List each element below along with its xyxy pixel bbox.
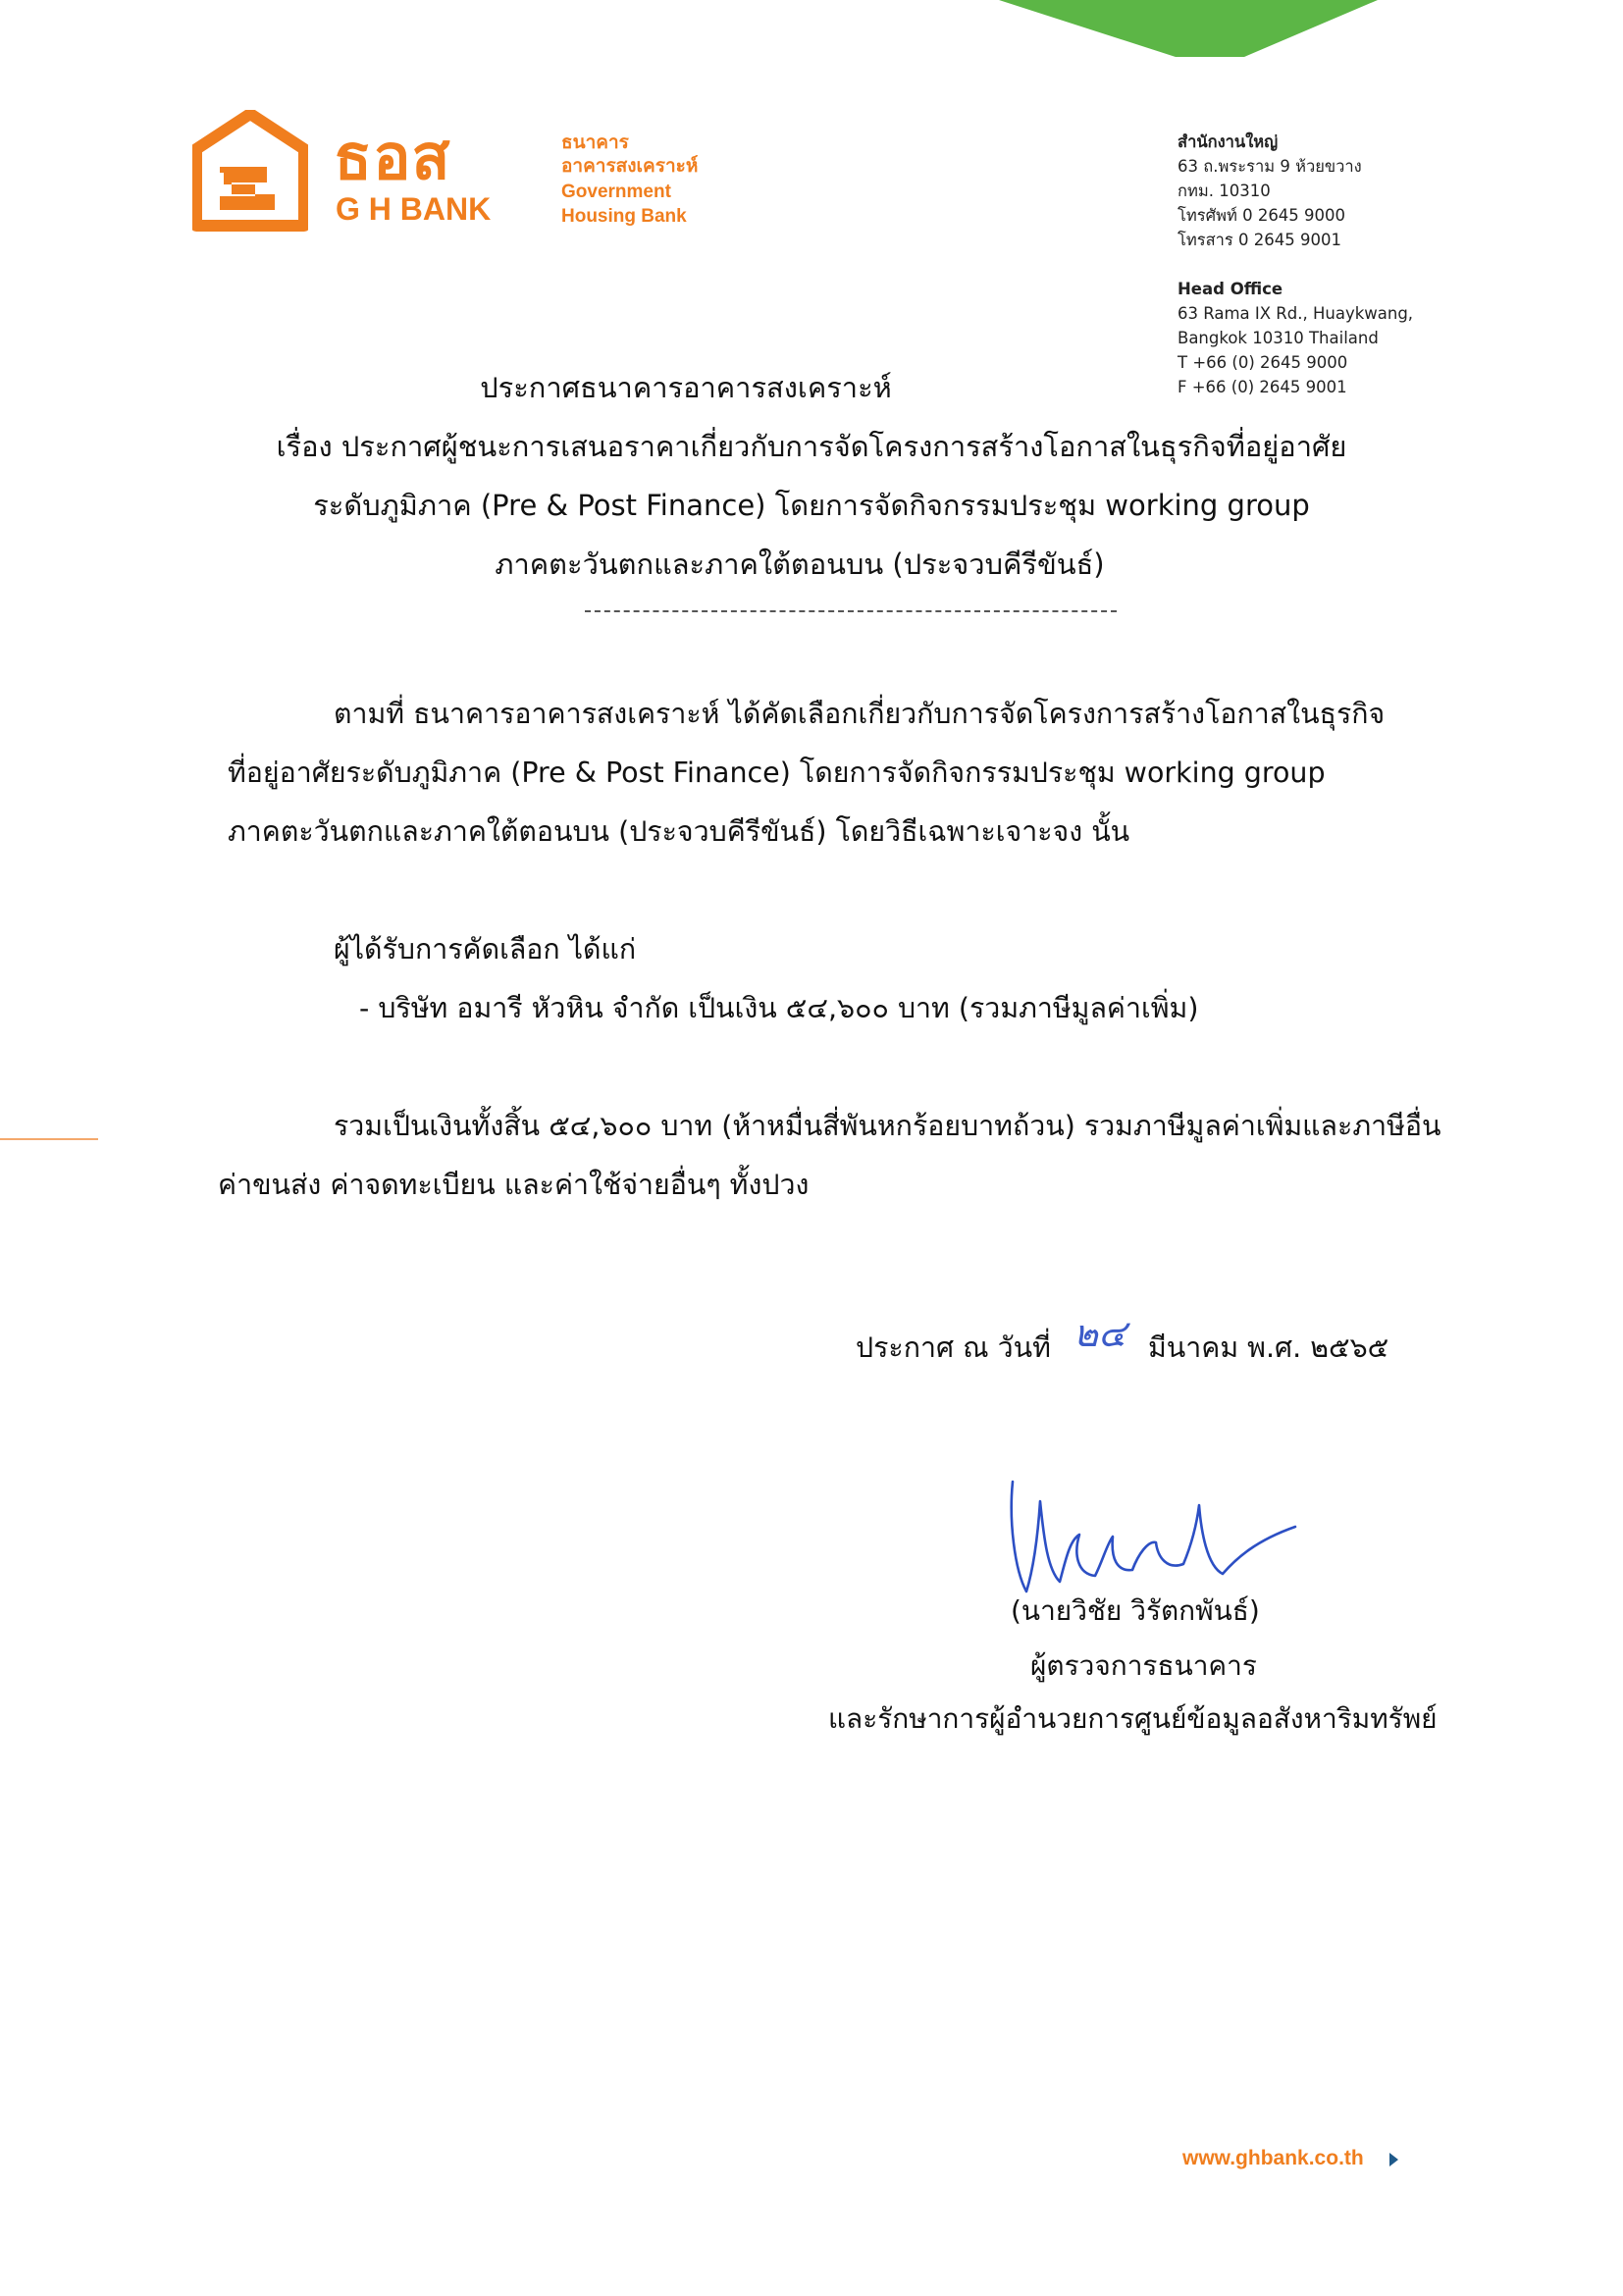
address-th-head: สำนักงานใหญ่: [1178, 132, 1279, 151]
chevron-right-icon: [1387, 2151, 1399, 2168]
signature: [1001, 1472, 1315, 1599]
date-month-year: มีนาคม พ.ศ. ๒๕๖๕: [1148, 1331, 1389, 1364]
address-th-line1: 63 ถ.พระราม 9 ห้วยขวาง: [1178, 157, 1362, 176]
subject-line-3: ภาคตะวันตกและภาคใต้ตอนบน (ประจวบคีรีขันธ์): [495, 548, 1105, 581]
logo-thai-short: ธอส: [334, 122, 451, 192]
address-th-line2: กทม. 10310: [1178, 182, 1271, 200]
logo-name-en-1: Government: [561, 182, 671, 202]
winner-line: - บริษัท อมารี หัวหิน จำกัด เป็นเงิน ๕๔,๖๐๐ บาท (รวมภาษีมูลค่าเพิ่ม): [359, 992, 1199, 1024]
margin-mark: [0, 1138, 98, 1140]
para1-line2: ที่อยู่อาศัยระดับภูมิภาค (Pre & Post Finance) โดยการจัดกิจกรรมประชุม working group: [228, 757, 1326, 789]
address-th-fax: โทรสาร 0 2645 9001: [1178, 231, 1342, 249]
logo-english-short: G H BANK: [336, 191, 492, 227]
address-th-phone: โทรศัพท์ 0 2645 9000: [1178, 206, 1346, 225]
website-link[interactable]: www.ghbank.co.th: [1182, 2147, 1364, 2169]
logo-name-thai-2: อาคารสงเคราะห์: [561, 156, 699, 177]
announcement-title: ประกาศธนาคารอาคารสงเคราะห์: [480, 371, 892, 404]
total-line-1: รวมเป็นเงินทั้งสิ้น ๕๔,๖๐๐ บาท (ห้าหมื่นสี่พันหกร้อยบาทถ้วน) รวมภาษีมูลค่าเพิ่มและภาษีอื่น: [334, 1110, 1441, 1142]
date-prefix: ประกาศ ณ วันที่: [856, 1331, 1051, 1364]
winner-label: ผู้ได้รับการคัดเลือก ได้แก่: [334, 933, 637, 965]
top-green-accent: [999, 0, 1378, 57]
address-en-fax: F +66 (0) 2645 9001: [1178, 378, 1347, 396]
date-day-handwritten: ๒๔: [1073, 1312, 1126, 1355]
address-en-phone: T +66 (0) 2645 9000: [1178, 353, 1348, 372]
address-en-head: Head Office: [1178, 280, 1283, 298]
signatory-position-2: และรักษาการผู้อำนวยการศูนย์ข้อมูลอสังหาริมทรัพย์: [828, 1702, 1438, 1735]
logo-name-en-2: Housing Bank: [561, 206, 687, 227]
signatory-name: (นายวิชัย วิรัตกพันธ์): [1011, 1594, 1260, 1627]
subject-line-2: ระดับภูมิภาค (Pre & Post Finance) โดยการจัดกิจกรรมประชุม working group: [313, 489, 1310, 522]
logo-name-thai-1: ธนาคาร: [561, 132, 629, 153]
total-line-2: ค่าขนส่ง ค่าจดทะเบียน และค่าใช้จ่ายอื่นๆ ทั้งปวง: [218, 1169, 810, 1201]
para1-line3: ภาคตะวันตกและภาคใต้ตอนบน (ประจวบคีรีขันธ์) โดยวิธีเฉพาะเจาะจง นั้น: [228, 815, 1130, 848]
subject-line-1: เรื่อง ประกาศผู้ชนะการเสนอราคาเกี่ยวกับการจัดโครงการสร้างโอกาสในธุรกิจที่อยู่อาศัย: [276, 430, 1347, 463]
address-en-line2: Bangkok 10310 Thailand: [1178, 329, 1379, 347]
signatory-position-1: ผู้ตรวจการธนาคาร: [1030, 1649, 1257, 1682]
para1-line1: ตามที่ ธนาคารอาคารสงเคราะห์ ได้คัดเลือกเกี่ยวกับการจัดโครงการสร้างโอกาสในธุรกิจ: [334, 698, 1386, 730]
heading-divider: [585, 610, 1117, 612]
ghbank-logo-icon: [192, 110, 308, 237]
address-en-line1: 63 Rama IX Rd., Huaykwang,: [1178, 304, 1414, 323]
